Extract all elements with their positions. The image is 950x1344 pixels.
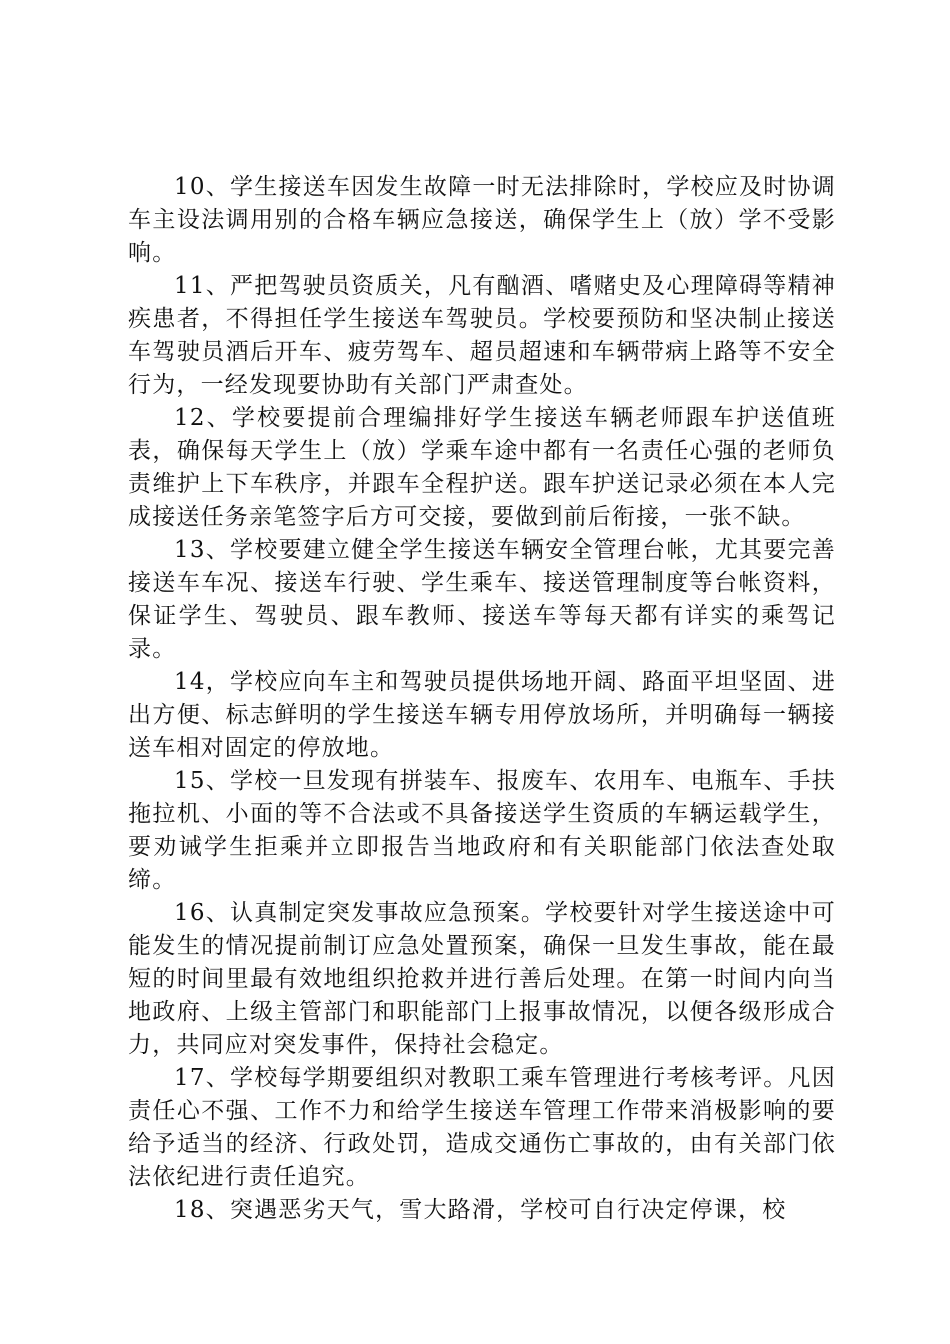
paragraph-14: 14，学校应向车主和驾驶员提供场地开阔、路面平坦坚固、进出方便、标志鲜明的学生接送车辆专用停放场所，并明确每一辆接送车相对固定的停放地。 (128, 669, 836, 761)
paragraph-13: 13、学校要建立健全学生接送车辆安全管理台帐，尤其要完善接送车车况、接送车行驶、学生乘车、接送管理制度等台帐资料，保证学生、驾驶员、跟车教师、接送车等每天都有详实的乘驾记录。 (128, 537, 836, 662)
paragraph-18: 18、突遇恶劣天气，雪大路滑，学校可自行决定停课，校 (174, 1197, 787, 1223)
document-body (128, 171, 836, 1227)
paragraph-12: 12、学校要提前合理编排好学生接送车辆老师跟车护送值班表，确保每天学生上（放）学乘车途中都有一名责任心强的老师负责维护上下车秩序，并跟车全程护送。跟车护送记录必须在本人完成接送任务亲笔签字后方可交接，要做到前后衔接，一张不缺。 (128, 405, 836, 530)
paragraph-10: 10、学生接送车因发生故障一时无法排除时，学校应及时协调车主设法调用别的合格车辆应急接送，确保学生上（放）学不受影响。 (128, 174, 836, 266)
paragraph-17: 17、学校每学期要组织对教职工乘车管理进行考核考评。凡因责任心不强、工作不力和给学生接送车管理工作带来消极影响的要给予适当的经济、行政处罚，造成交通伤亡事故的，由有关部门依法依纪进行责任追究。 (128, 1065, 836, 1190)
paragraph-15: 15、学校一旦发现有拼装车、报废车、农用车、电瓶车、手扶拖拉机、小面的等不合法或不具备接送学生资质的车辆运载学生，要劝诫学生拒乘并立即报告当地政府和有关职能部门依法查处取缔。 (128, 768, 836, 893)
paragraph-16: 16、认真制定突发事故应急预案。学校要针对学生接送途中可能发生的情况提前制订应急处置预案，确保一旦发生事故，能在最短的时间里最有效地组织抢救并进行善后处理。在第一时间内向当地政府、上级主管部门和职能部门上报事故情况，以便各级形成合力，共同应对突发事件，保持社会稳定。 (128, 900, 836, 1058)
paragraph-11: 11、严把驾驶员资质关，凡有酗酒、嗜赌史及心理障碍等精神疾患者，不得担任学生接送车驾驶员。学校要预防和坚决制止接送车驾驶员酒后开车、疲劳驾车、超员超速和车辆带病上路等不安全行为，一经发现要协助有关部门严肃查处。 (128, 273, 836, 398)
